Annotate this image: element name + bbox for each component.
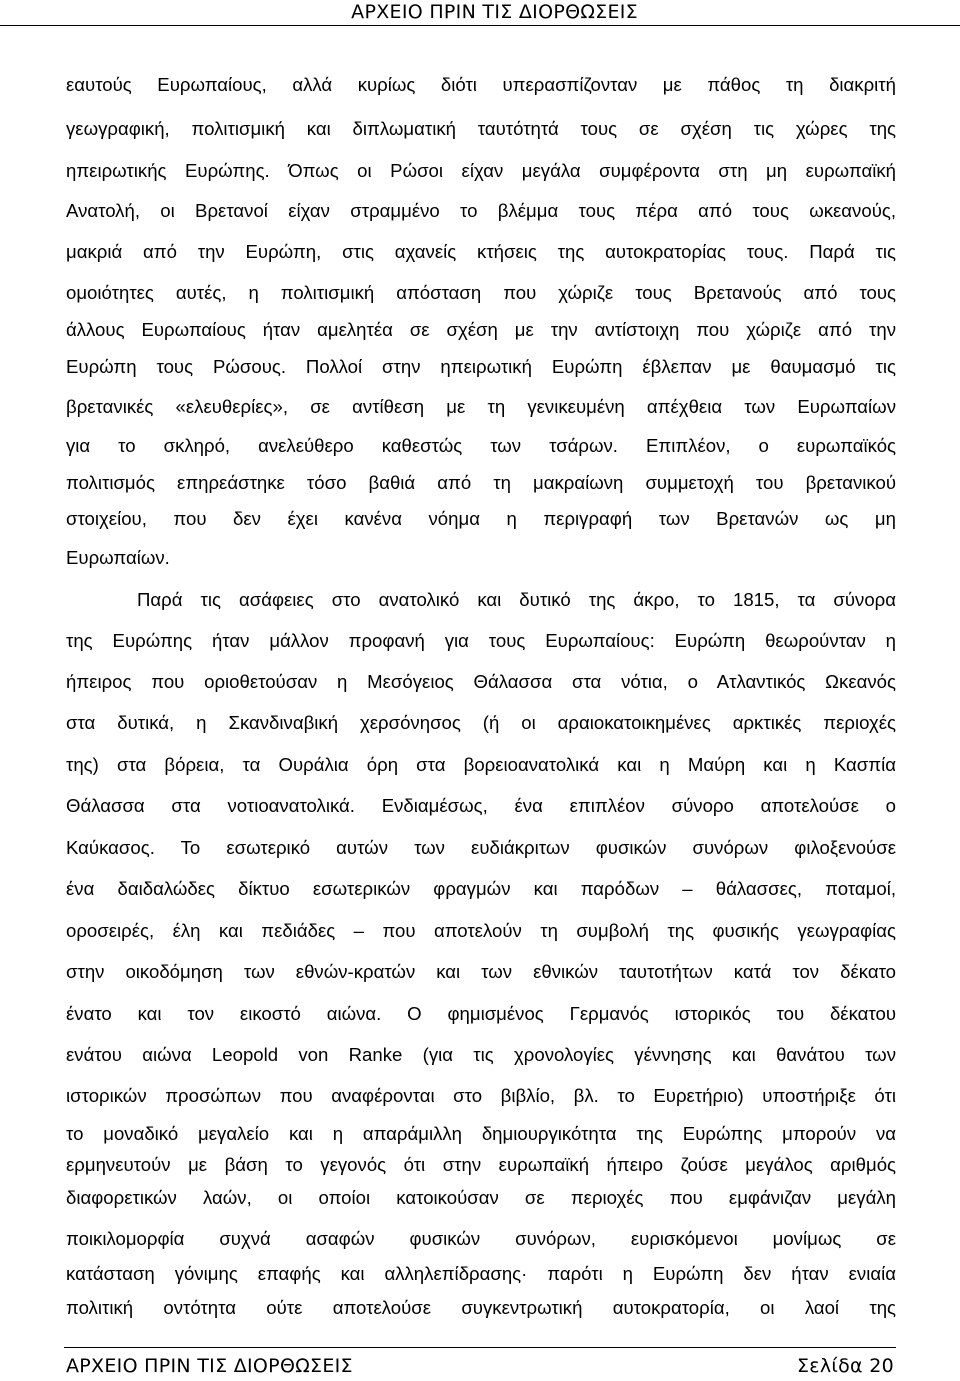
text-line: πολιτική οντότητα ούτε αποτελούσε συγκεντρωτική αυτοκρατορία, οι λαοί της	[66, 1297, 896, 1318]
header-divider	[0, 25, 960, 26]
text-line: Ευρωπαίων.	[66, 547, 170, 568]
text-line: ερμηνευτούν με βάση το γεγονός ότι στην ευρωπαϊκή ήπειρο ζούσε μεγάλος αριθμός	[66, 1154, 896, 1175]
text-line: Ανατολή, οι Βρετανοί είχαν στραμμένο το βλέμμα τους πέρα από τους ωκεανούς,	[66, 200, 896, 221]
text-line: της Ευρώπης ήταν μάλλον προφανή για τους Ευρωπαίους: Ευρώπη θεωρούνταν η	[66, 630, 896, 651]
text-line: ήπειρος που οριοθετούσαν η Μεσόγειος Θάλασσα στα νότια, ο Ατλαντικός Ωκεανός	[66, 671, 896, 692]
text-line: στοιχείου, που δεν έχει κανένα νόημα η περιγραφή των Βρετανών ως μη	[66, 508, 896, 529]
paragraph-first-line: Παρά τις ασάφειες στο ανατολικό και δυτικό της άκρο, το 1815, τα σύνορα	[137, 589, 896, 610]
header-title: ΑΡΧΕΙΟ ΠΡΙΝ ΤΙΣ ΔΙΟΡΘΩΣΕΙΣ	[351, 1, 638, 23]
text-line: Θάλασσα στα νοτιοανατολικά. Ενδιαμέσως, ένα επιπλέον σύνορο αποτελούσε ο	[66, 795, 896, 816]
text-line: της) στα βόρεια, τα Ουράλια όρη στα βορειοανατολικά και η Μαύρη και η Κασπία	[66, 754, 896, 775]
text-line: ηπειρωτικής Ευρώπης. Όπως οι Ρώσοι είχαν μεγάλα συμφέροντα στη μη ευρωπαϊκή	[66, 160, 896, 181]
text-line: ενάτου αιώνα Leopold von Ranke (για τις χρονολογίες γέννησης και θανάτου των	[66, 1044, 896, 1065]
text-line: στην οικοδόμηση των εθνών-κρατών και των εθνικών ταυτοτήτων κατά τον δέκατο	[66, 961, 896, 982]
text-line: οροσειρές, έλη και πεδιάδες – που αποτελούν τη συμβολή της φυσικής γεωγραφίας	[66, 920, 896, 941]
text-line: πολιτισμός επηρεάστηκε τόσο βαθιά από τη μακραίωνη συμμετοχή του βρετανικού	[66, 472, 896, 493]
text-line: Ευρώπη τους Ρώσους. Πολλοί στην ηπειρωτική Ευρώπη έβλεπαν με θαυμασμό τις	[66, 356, 896, 377]
text-line: ένατο και τον εικοστό αιώνα. Ο φημισμένος Γερμανός ιστορικός του δέκατου	[66, 1003, 896, 1024]
text-line: ένα δαιδαλώδες δίκτυο εσωτερικών φραγμών και παρόδων – θάλασσες, ποταμοί,	[66, 878, 896, 899]
footer-title: ΑΡΧΕΙΟ ΠΡΙΝ ΤΙΣ ΔΙΟΡΘΩΣΕΙΣ	[66, 1355, 353, 1377]
text-line: το μοναδικό μεγαλείο και η απαράμιλλη δημιουργικότητα της Ευρώπης μπορούν να	[66, 1123, 896, 1144]
footer-divider	[64, 1347, 896, 1348]
text-line: μακριά από την Ευρώπη, στις αχανείς κτήσεις της αυτοκρατορίας τους. Παρά τις	[66, 241, 896, 262]
text-line: ποικιλομορφία συχνά ασαφών φυσικών συνόρων, ευρισκόμενοι μονίμως σε	[66, 1228, 896, 1249]
text-line: εαυτούς Ευρωπαίους, αλλά κυρίως διότι υπερασπίζονταν με πάθος τη διακριτή	[66, 74, 896, 95]
text-line: ιστορικών προσώπων που αναφέρονται στο βιβλίο, βλ. το Ευρετήριο) υποστήριξε ότι	[66, 1085, 896, 1106]
page-number: Σελίδα 20	[796, 1355, 894, 1377]
text-line: άλλους Ευρωπαίους ήταν αμελητέα σε σχέση με την αντίστοιχη που χώριζε από την	[66, 319, 896, 340]
text-line: για το σκληρό, ανελεύθερο καθεστώς των τσάρων. Επιπλέον, ο ευρωπαϊκός	[66, 435, 896, 456]
text-line: γεωγραφική, πολιτισμική και διπλωματική ταυτότητά τους σε σχέση τις χώρες της	[66, 118, 896, 139]
text-line: στα δυτικά, η Σκανδιναβική χερσόνησος (ή οι αραιοκατοικημένες αρκτικές περιοχές	[66, 712, 896, 733]
text-line: Καύκασος. Το εσωτερικό αυτών των ευδιάκριτων φυσικών συνόρων φιλοξενούσε	[66, 837, 896, 858]
text-line: ομοιότητες αυτές, η πολιτισμική απόσταση που χώριζε τους Βρετανούς από τους	[66, 282, 896, 303]
text-line: βρετανικές «ελευθερίες», σε αντίθεση με τη γενικευμένη απέχθεια των Ευρωπαίων	[66, 396, 896, 417]
text-line: διαφορετικών λαών, οι οποίοι κατοικούσαν σε περιοχές που εμφάνιζαν μεγάλη	[66, 1187, 896, 1208]
text-line: κατάσταση γόνιμης επαφής και αλληλεπίδρασης· παρότι η Ευρώπη δεν ήταν ενιαία	[66, 1263, 896, 1284]
